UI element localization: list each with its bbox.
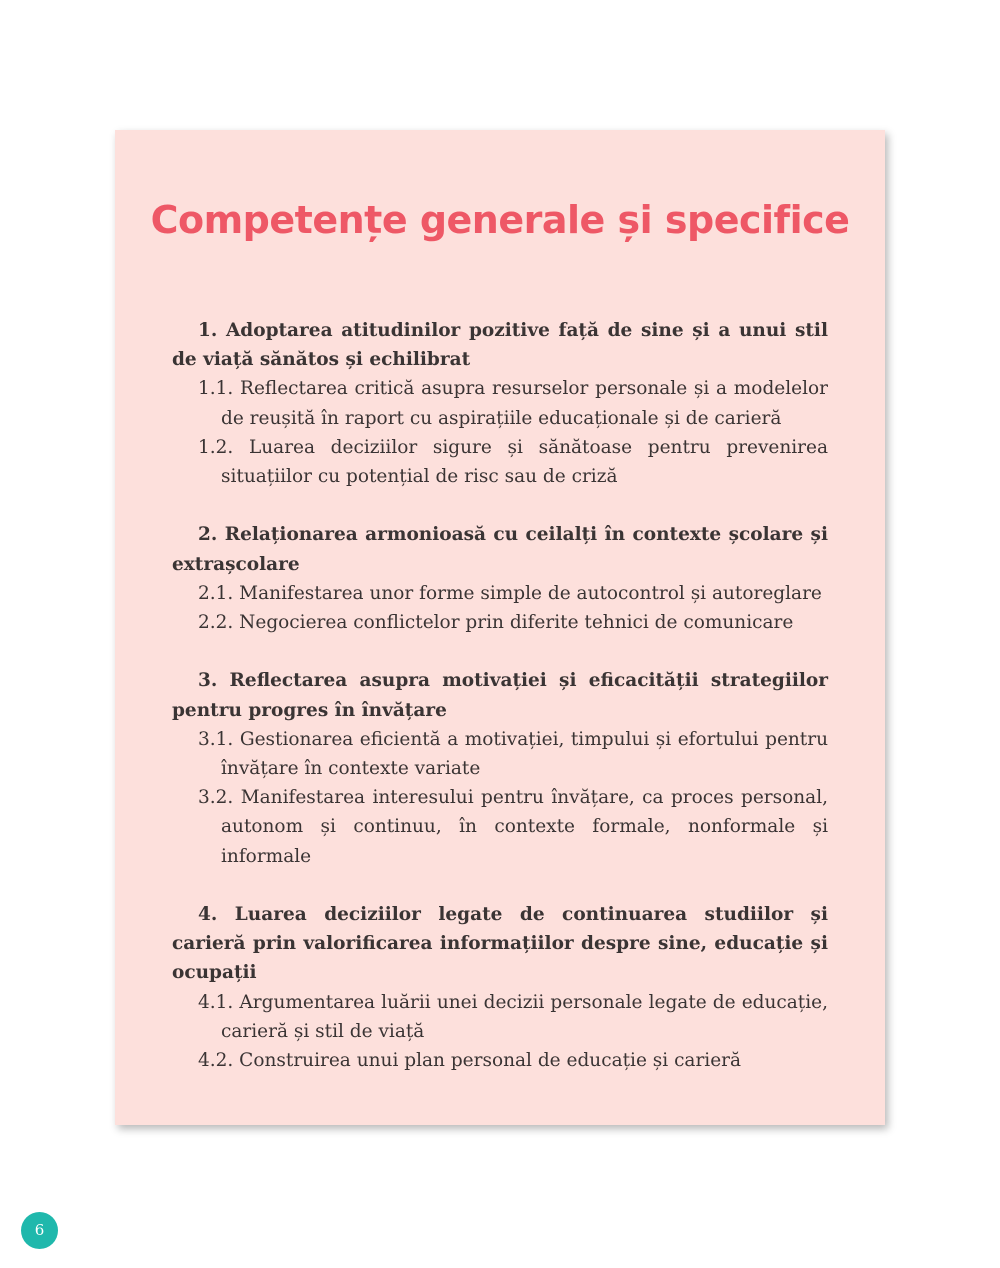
- competence-heading: 3. Reflectarea asupra motivației și eficacității strategiilor pentru progres în învățare: [172, 670, 828, 721]
- competences-list: [172, 316, 828, 1104]
- competence-section-1: [172, 316, 828, 491]
- specific-competence: 3.1. Gestionarea eficientă a motivației, timpului și efortului pentru învățare în contexte variate: [198, 728, 828, 780]
- specific-competence: 2.2. Negocierea conflictelor prin diferite tehnici de comunicare: [198, 612, 794, 634]
- specific-competence: 4.1. Argumentarea luării unei decizii personale legate de educație, carieră și stil de viață: [198, 991, 828, 1042]
- competence-heading: 4. Luarea deciziilor legate de continuarea studiilor și carieră prin valorificarea informațiilor despre sine, educație și ocupații: [172, 904, 828, 984]
- specific-competence: 3.2. Manifestarea interesului pentru învățare, ca proces personal, autonom și continuu, în contexte formale, nonformale și informale: [198, 787, 828, 867]
- competence-section-3: [172, 666, 828, 870]
- specific-competence: 1.2. Luarea deciziilor sigure și sănătoase pentru prevenirea situațiilor cu potențial de risc sau de criză: [198, 436, 828, 488]
- specific-competence: 4.2. Construirea unui plan personal de educație și carieră: [198, 1050, 742, 1072]
- competence-heading: 1. Adoptarea atitudinilor pozitive față de sine și a unui stil de viață sănătos și echilibrat: [172, 320, 828, 371]
- competence-heading: 2. Relaționarea armonioasă cu ceilalți în contexte școlare și extrașcolare: [172, 524, 828, 575]
- specific-competence: 1.1. Reflectarea critică asupra resurselor personale și a modelelor de reușită în raport cu aspirațiile educaționale și de carieră: [198, 378, 828, 429]
- specific-competence: 2.1. Manifestarea unor forme simple de autocontrol și autoreglare: [198, 582, 822, 604]
- page-number-badge: 6: [21, 1212, 58, 1249]
- page-title: Competențe generale și specifice: [150, 198, 850, 242]
- competence-section-4: [172, 900, 828, 1075]
- competence-section-2: [172, 520, 828, 637]
